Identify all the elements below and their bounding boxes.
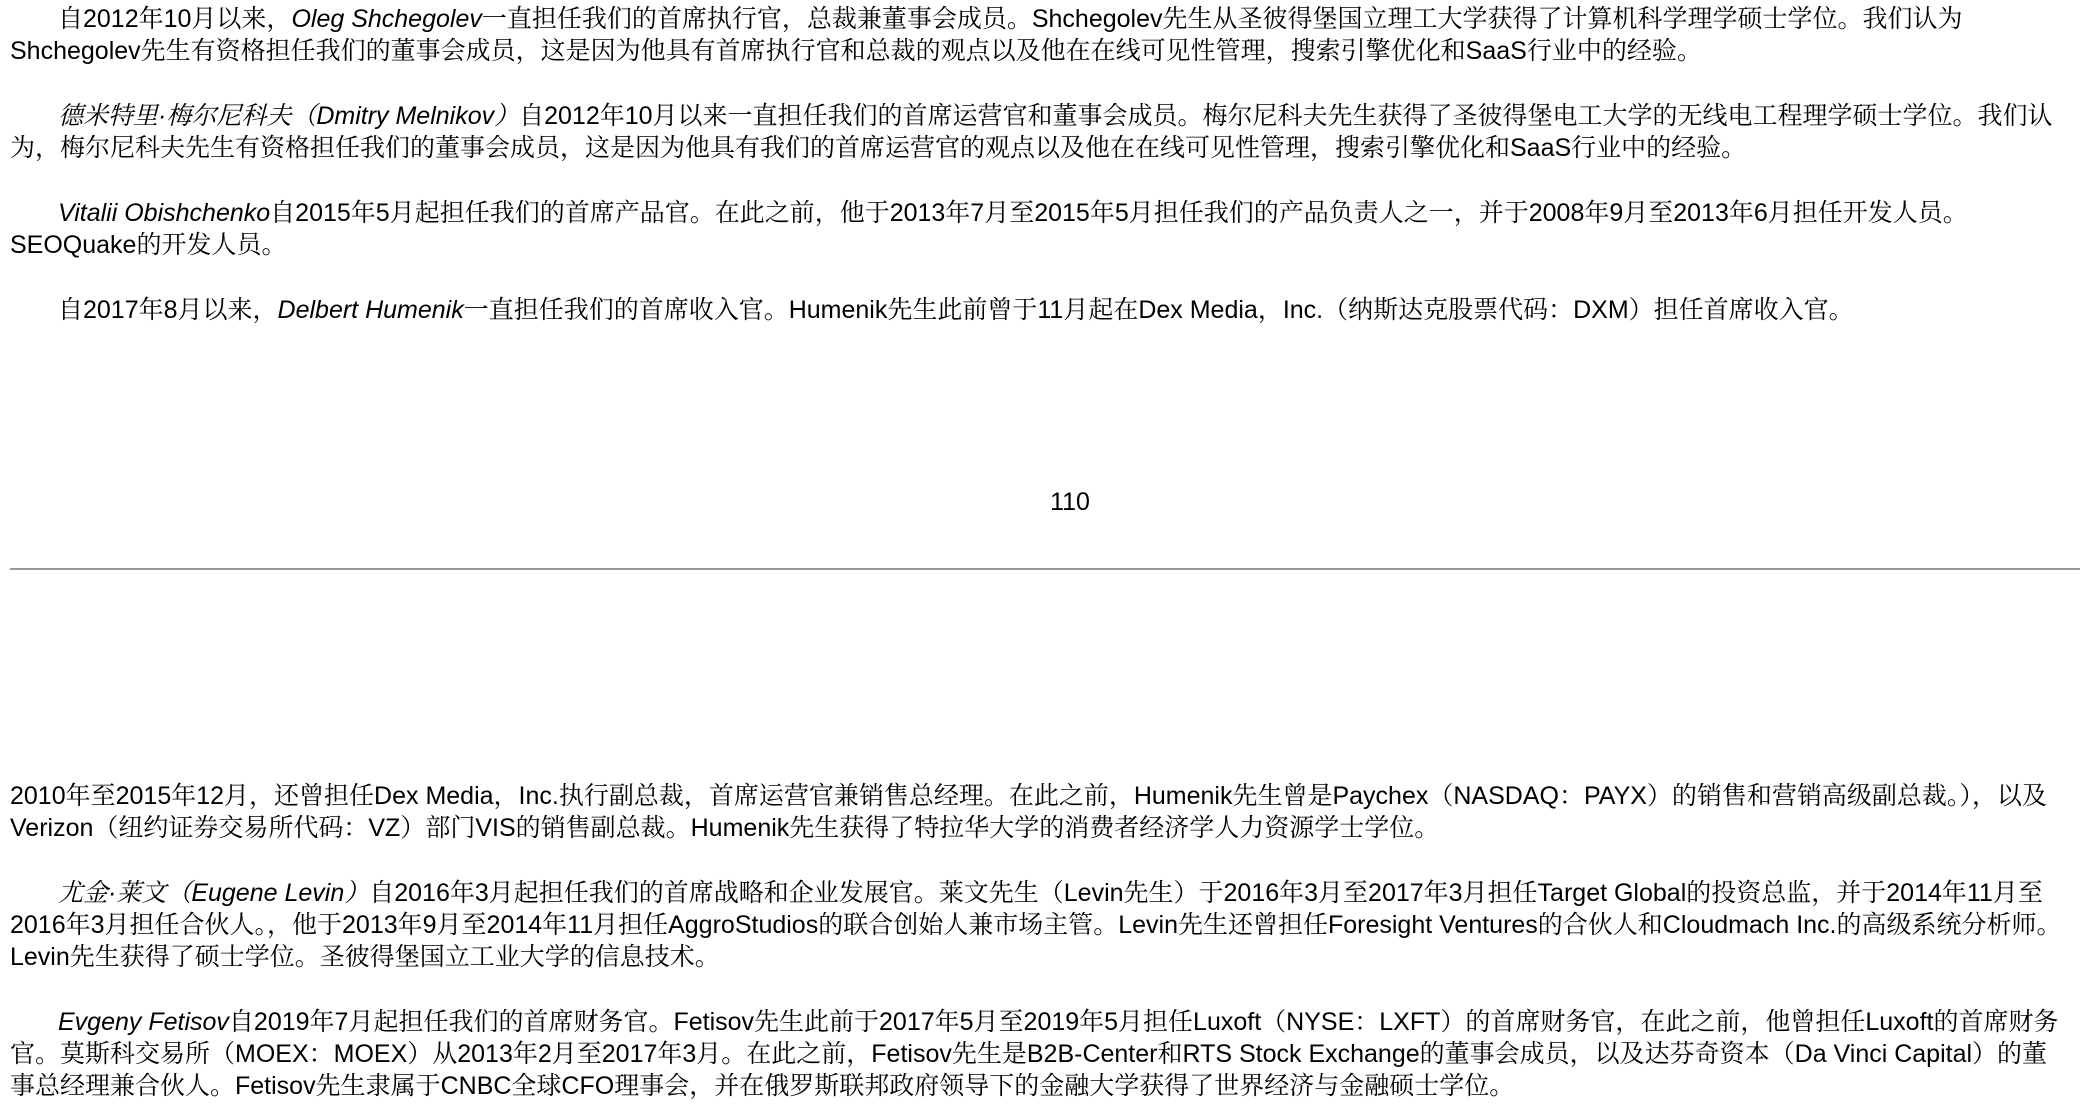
bio-prefix: 自2017年8月以来，: [58, 296, 278, 324]
bio-paragraph-humenik: [10, 294, 2070, 326]
bio-paragraph-obishchenko: [10, 197, 2070, 261]
bio-block-melnikov: [10, 100, 2070, 164]
bio-name: Evgeny Fetisov: [58, 1008, 229, 1036]
bio-paragraph-shchegolev: [10, 3, 2070, 67]
bio-block-levin: [10, 877, 2070, 973]
bio-name: Delbert Humenik: [277, 296, 464, 324]
bio-block-fetisov: [10, 1006, 2070, 1102]
bio-prefix: 自2012年10月以来，: [58, 5, 292, 33]
bio-body: 一直担任我们的首席执行官，总裁兼董事会成员。Shchegolev先生从圣彼得堡国立理工大学获得了计算机科学理学硕士学位。我们认为Shchegolev先生有资格担任我们的董事会成员，这是因为他具有首席执行官和总裁的观点以及他在在线可见性管理，搜索引擎优化和SaaS行业中的经验。: [10, 5, 1963, 65]
top-section: [10, 3, 2070, 67]
bio-name: 德米特里·梅尔尼科夫（Dmitry Melnikov）: [58, 102, 520, 130]
bio-name: 尤金·莱文（Eugene Levin）: [58, 879, 370, 907]
bio-paragraph-levin: [10, 877, 2070, 973]
bio-paragraph-melnikov: [10, 100, 2070, 164]
bio-block-humenik-continued: [10, 780, 2070, 844]
bio-paragraph-fetisov: [10, 1006, 2070, 1102]
page-divider: [10, 568, 2080, 570]
continuation-paragraph: 2010年至2015年12月，还曾担任Dex Media，Inc.执行副总裁，首席运营官兼销售总经理。在此之前，Humenik先生曾是Paychex（NASDAQ：PAYX）的销售和营销高级副总裁。），以及Verizon（纽约证券交易所代码：VZ）部门VIS的销售副总裁。Humenik先生获得了特拉华大学的消费者经济学人力资源学士学位。: [10, 782, 2047, 842]
bio-body: 自2019年7月起担任我们的首席财务官。Fetisov先生此前于2017年5月至2019年5月担任Luxoft（NYSE：LXFT）的首席财务官，在此之前，他曾担任Luxoft的首席财务官。莫斯科交易所（MOEX：MOEX）从2013年2月至2017年3月。在此之前，Fetisov先生是B2B-Center和RTS Stock Exchange的董事会成员，以及达芬奇资本（Da Vinci Capital）的董事总经理兼合伙人。Fetisov先生隶属于CNBC全球CFO理事会，并在俄罗斯联邦政府领导下的金融大学获得了世界经济与金融硕士学位。: [10, 1008, 2059, 1100]
bio-body: 自2015年5月起担任我们的首席产品官。在此之前，他于2013年7月至2015年5月担任我们的产品负责人之一，并于2008年9月至2013年6月担任开发人员。 SEOQuake的开发人员。: [10, 199, 1968, 259]
bio-block-obishchenko: [10, 197, 2070, 261]
page-number: 110: [1050, 488, 1090, 516]
bio-body: 自2012年10月以来一直担任我们的首席运营官和董事会成员。梅尔尼科夫先生获得了圣彼得堡电工大学的无线电工程理学硕士学位。我们认为，梅尔尼科夫先生有资格担任我们的董事会成员，这是因为他具有我们的首席运营官的观点以及他在在线可见性管理，搜索引擎优化和SaaS行业中的经验。: [10, 102, 2053, 162]
bio-name: Oleg Shchegolev: [291, 5, 482, 33]
bio-name: Vitalii Obishchenko: [58, 199, 271, 227]
bio-body: 一直担任我们的首席收入官。Humenik先生此前曾于11月起在Dex Media，Inc.（纳斯达克股票代码：DXM）担任首席收入官。: [463, 296, 1854, 324]
bio-block-humenik: [10, 294, 2070, 326]
bio-body: 自2016年3月起担任我们的首席战略和企业发展官。莱文先生（Levin先生）于2016年3月至2017年3月担任Target Global的投资总监，并于2014年11月至2016年3月担任合伙人。，他于2013年9月至2014年11月担任AggroStudios的联合创始人兼市场主管。Levin先生还曾担任Foresight Ventures的合伙人和Cloudmach Inc.的高级系统分析师。Levin先生获得了硕士学位。圣彼得堡国立工业大学的信息技术。: [10, 879, 2062, 971]
